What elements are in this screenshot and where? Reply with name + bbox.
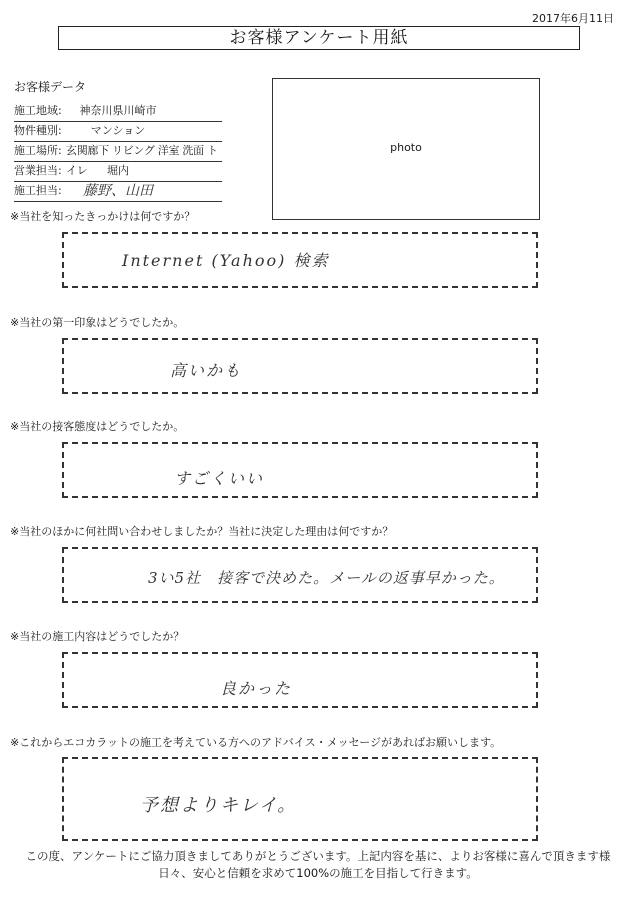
answer-2: 高いかも	[170, 361, 243, 380]
survey-date: 2017年6月11日	[532, 12, 614, 25]
answer-box-5	[62, 652, 538, 708]
info-label: 施工地域:	[14, 104, 62, 117]
question-3: ※当社の接客態度はどうでしたか。	[10, 420, 185, 433]
photo-label: photo	[390, 141, 422, 154]
info-value: 神奈川県川崎市	[79, 104, 157, 117]
survey-title: お客様アンケート用紙	[58, 26, 580, 50]
photo-placeholder	[272, 78, 540, 220]
question-4: ※当社のほかに何社問い合わせしましたか？当社に決定した理由は何ですか？	[10, 525, 394, 538]
customer-data-heading: お客様データ	[14, 80, 87, 94]
answer-box-3	[62, 442, 538, 498]
info-value: マンション	[90, 124, 146, 137]
info-label: 営業担当:	[14, 164, 62, 177]
question-6: ※これからエコカラットの施工を考えている方へのアドバイス・メッセージがあればお願いします。	[10, 736, 502, 749]
info-value: 玄関廊下 リビング 洋室 洗面 トイレ	[66, 144, 218, 177]
info-row-installer	[14, 181, 222, 202]
question-5: ※当社の施工内容はどうでしたか？	[10, 630, 185, 643]
answer-3: すごくいい	[174, 469, 265, 488]
answer-box-2	[62, 338, 538, 394]
answer-box-1	[62, 232, 538, 288]
footer-message-line-1: この度、アンケートにご協力頂きましてありがとうございます。上記内容を基に、よりお客様に喜んで頂きます様	[25, 849, 611, 863]
answer-box-4	[62, 547, 538, 603]
info-value-handwritten: 藤野、山田	[83, 183, 153, 199]
question-1: ※当社を知ったきっかけは何ですか？	[10, 210, 196, 223]
answer-6: 予想よりキレイ。	[140, 795, 298, 816]
info-row-sales	[14, 161, 222, 182]
answer-4: 3い5社 接客で決めた。メールの返事早かった。	[148, 569, 505, 587]
info-label: 物件種別:	[14, 124, 62, 137]
question-2: ※当社の第一印象はどうでしたか。	[10, 316, 185, 329]
answer-1: Internet (Yahoo) 検索	[122, 251, 330, 270]
info-row-area	[14, 101, 222, 122]
answer-box-6	[62, 757, 538, 841]
info-value: 堀内	[107, 164, 129, 177]
info-row-property-type	[14, 121, 222, 142]
answer-5: 良かった	[220, 679, 293, 698]
info-label: 施工場所:	[14, 144, 62, 157]
info-label: 施工担当:	[14, 184, 62, 197]
footer-message-line-2: 日々、安心と信頼を求めて100%の施工を目指して行きます。	[158, 866, 478, 880]
